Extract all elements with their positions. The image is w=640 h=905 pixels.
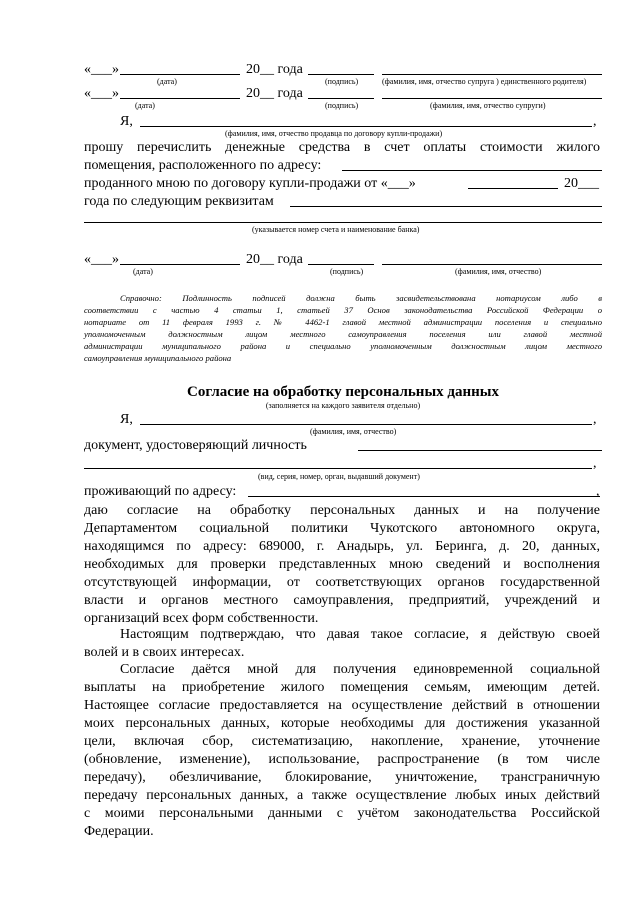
ya-label: Я,: [120, 114, 133, 129]
comma: ,: [593, 456, 597, 471]
caption-name: (фамилия, имя, отчество): [455, 267, 542, 276]
para3-line: передачу), обезличивание, блокирование, уничтожение, трансграничную: [84, 770, 600, 785]
year-label: 20__ года: [246, 62, 303, 77]
caption-doc: (вид, серия, номер, орган, выдавший документ): [258, 472, 420, 481]
date-quote: «___»: [84, 86, 119, 101]
note-line: соответствии с частью 4 статьи 1, статьей 37 Основ законодательства Российской Федерации о: [84, 305, 602, 315]
contract-year: 20___: [564, 176, 599, 191]
caption-name: (фамилия, имя, отчество супруги): [430, 101, 546, 110]
para3-line: Согласие даётся мной для получения единовременной социальной: [120, 662, 600, 677]
doc-line: [358, 450, 602, 451]
para1-line: Департаментом социальной политики Чукотского автономного округа,: [84, 521, 600, 536]
name-line: [382, 264, 602, 265]
para2-line: Настоящим подтверждаю, что давая такое согласие, я действую своей: [120, 627, 600, 642]
para3-line: выплаты на приобретение жилого помещения семьям, имеющим детей.: [84, 680, 600, 695]
para3-line: с моими персональными данными с учётом законодательства Российской: [84, 806, 600, 821]
doc-label: документ, удостоверяющий личность: [84, 438, 307, 453]
caption-date: (дата): [135, 101, 155, 110]
year-label: 20__ года: [246, 252, 303, 267]
contract-label: проданного мною по договору купли-продажи от «___»: [84, 176, 416, 191]
requisites-line-2: [84, 222, 602, 223]
para1-line: находящимся по адресу: 689000, г. Анадырь, ул. Беринга, д. 20, данных,: [84, 539, 600, 554]
para3-line: цели, включая сбор, систематизацию, накопление, хранение, уточнение: [84, 734, 600, 749]
consent-title: Согласие на обработку персональных данных: [186, 384, 499, 400]
address-line: [248, 496, 600, 497]
signature-line: [308, 264, 374, 265]
doc-line-2: [84, 468, 592, 469]
caption-signature: (подпись): [330, 267, 364, 276]
para3-line: моих персональных данных, которые необходимы для достижения указанной: [84, 716, 600, 731]
fio-line: [140, 424, 592, 425]
date-quote: «___»: [84, 252, 119, 267]
date-quote: «___»: [84, 62, 119, 77]
para3-line: Настоящее согласие предоставляется на осуществление действий в отношении: [84, 698, 600, 713]
caption-date: (дата): [157, 77, 177, 86]
note-line: администрации муниципального района и специально уполномоченным должностным лицом местного: [84, 341, 602, 351]
requisites-label: года по следующим реквизитам: [84, 194, 274, 209]
consent-subtitle: (заполняется на каждого заявителя отдельно): [265, 401, 421, 410]
date-line: [120, 74, 240, 75]
note-line: самоуправления муниципального района: [84, 353, 232, 363]
caption-name: (фамилия, имя, отчество супруга ) единственного родителя): [382, 77, 587, 86]
requisites-line: [290, 206, 602, 207]
contract-date-line: [468, 188, 558, 189]
date-line: [120, 264, 240, 265]
name-line: [382, 98, 602, 99]
caption-bank: (указывается номер счета и наименование банка): [252, 225, 420, 234]
caption-date: (дата): [133, 267, 153, 276]
para2-line: волей и в своих интересах.: [84, 645, 245, 660]
para1-line: даю согласие на обработку персональных данных и на получение: [84, 503, 600, 518]
signature-line: [308, 98, 374, 99]
para3-line: передачу персональных данных, а также осуществление любых иных действий: [84, 788, 600, 803]
note-line: Справочно: Подлинность подписей должна быть засвидетельствована нотариусом либо в: [120, 293, 602, 303]
caption-signature: (подпись): [325, 101, 359, 110]
comma: ,: [596, 484, 600, 499]
note-line: нотариате от 11 февраля 1993 г. № 4462-1 главой местной администрации поселения и специально: [84, 317, 602, 327]
para3-line: (обновление, изменение), использование, распространение (в том числе: [84, 752, 600, 767]
seller-name-line: [140, 126, 592, 127]
note-line: уполномоченным должностным лицом местного самоуправления поселения или главой местной: [84, 329, 602, 339]
date-line: [120, 98, 240, 99]
para1-line: власти и органов местного самоуправления, предприятий, учреждений и: [84, 593, 600, 608]
address-label: проживающий по адресу:: [84, 484, 237, 499]
seller-text-line: прошу перечислить денежные средства в счет оплаты стоимости жилого: [84, 140, 600, 155]
caption-seller: (фамилия, имя, отчество продавца по договору купли-продажи): [225, 129, 443, 138]
para1-line: отсутствующей информации, от соответствующих органов государственной: [84, 575, 600, 590]
address-label: помещения, расположенного по адресу:: [84, 158, 322, 173]
para1-line: организаций всех форм собственности.: [84, 611, 319, 626]
para1-line: необходимых для проверки представленных мною сведений и восполнения: [84, 557, 600, 572]
year-label: 20__ года: [246, 86, 303, 101]
name-line: [382, 74, 602, 75]
para3-line: Федерации.: [84, 824, 154, 839]
address-line: [342, 170, 602, 171]
signature-line: [308, 74, 374, 75]
comma: ,: [593, 412, 597, 427]
ya-label: Я,: [120, 412, 133, 427]
comma: ,: [593, 114, 597, 129]
caption-fio: (фамилия, имя, отчество): [310, 427, 397, 436]
caption-signature: (подпись): [325, 77, 359, 86]
